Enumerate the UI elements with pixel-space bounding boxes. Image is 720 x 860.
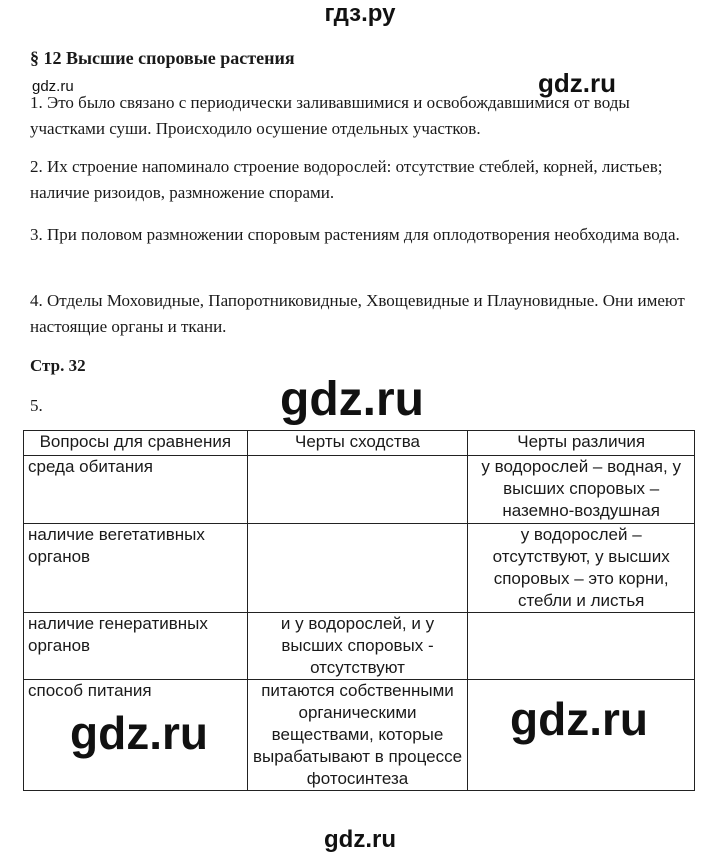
watermark-mid: gdz.ru (538, 68, 616, 98)
watermark-right: gdz.ru (510, 693, 648, 745)
answer-paragraph-2: 2. Их строение напоминало строение водорослей: отсутствие стеблей, корней, листьев; наличие ризоидов, размножение спорами. (30, 157, 663, 202)
table-cell: способ питания (24, 680, 248, 791)
table-cell (247, 456, 468, 524)
table-row (24, 524, 695, 613)
table-cell: у водорослей – водная, у высших споровых – наземно-воздушная (468, 456, 695, 524)
table-cell: наличие генеративных органов (24, 613, 248, 680)
table-cell: и у водорослей, и у высших споровых - отсутствуют (247, 613, 468, 680)
watermark-small: gdz.ru (32, 78, 74, 95)
page-reference: Стр. 32 (30, 356, 86, 375)
table-row (24, 613, 695, 680)
table-header-cell: Вопросы для сравнения (24, 431, 248, 456)
table-cell (247, 524, 468, 613)
watermark-top: гдз.ру (324, 0, 396, 27)
answer-paragraph-1: 1. Это было связано с периодически заливавшимися и освобождавшимися от воды участками суши. Происходило осушение отдельных участков. (30, 93, 630, 138)
table-header-cell: Черты различия (468, 431, 695, 456)
section-heading: § 12 Высшие споровые растения (30, 48, 295, 68)
table-cell (468, 613, 695, 680)
answer-paragraph-3: 3. При половом размножении споровым растениям для оплодотворения необходима вода. (30, 225, 680, 244)
watermark-left: gdz.ru (70, 707, 208, 759)
answer-paragraph-4: 4. Отделы Моховидные, Папоротниковидные, Хвощевидные и Плауновидные. Они имеют настоящие органы и ткани. (30, 291, 685, 336)
task-number: 5. (30, 396, 43, 415)
table-row (24, 456, 695, 524)
table-cell: наличие вегетативных органов (24, 524, 248, 613)
table-cell: у водорослей – отсутствуют, у высших споровых – это корни, стебли и листья (468, 524, 695, 613)
table-header-cell: Черты сходства (247, 431, 468, 456)
watermark-big: gdz.ru (280, 373, 424, 426)
table-cell: питаются собственными органическими веществами, которые вырабатывают в процессе фотосинтеза (247, 680, 468, 791)
watermark-bottom: gdz.ru (324, 826, 396, 853)
table-header-row (24, 431, 695, 456)
table-cell: среда обитания (24, 456, 248, 524)
